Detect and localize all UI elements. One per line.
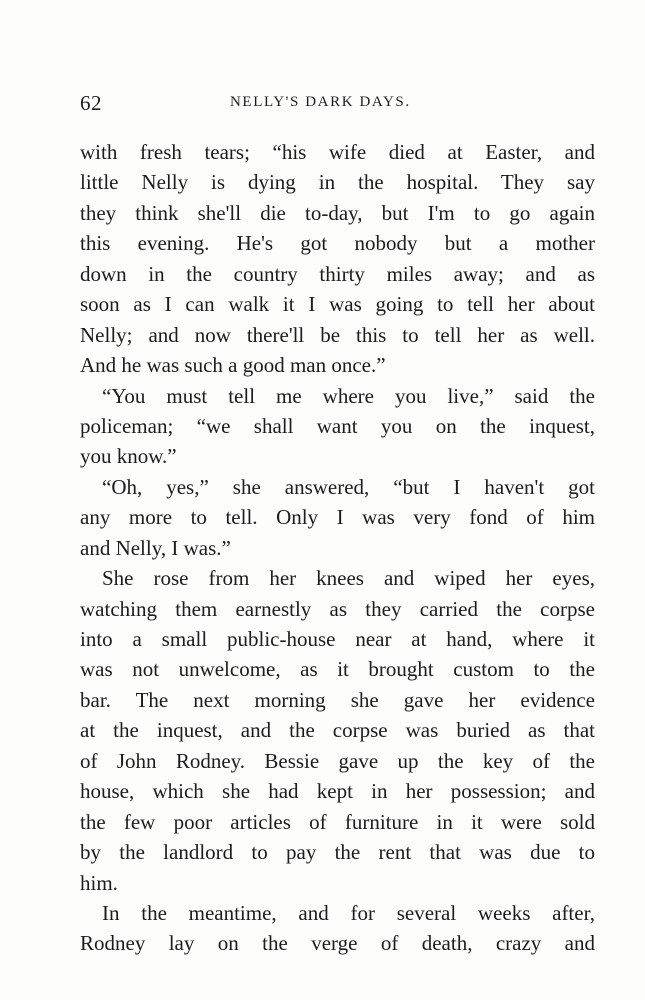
text-line: Rodney lay on the verge of death, crazy and [80, 931, 595, 956]
text-line: this evening. He's got nobody but a mother [80, 231, 595, 256]
text-line: Nelly; and now there'll be this to tell her as well. [80, 322, 595, 347]
text-line: at the inquest, and the corpse was buried as that [80, 718, 595, 743]
text-line: “Oh, yes,” she answered, “but I haven't got [102, 474, 595, 499]
text-line: down in the country thirty miles away; and as [80, 261, 595, 286]
text-line: bar. The next morning she gave her evidence [80, 687, 595, 712]
text-line: you know.” [80, 444, 177, 469]
body-text [80, 137, 595, 959]
text-line: She rose from her knees and wiped her eyes, [102, 566, 595, 591]
text-line: any more to tell. Only I was very fond of him [80, 505, 595, 530]
page-number: 62 [80, 91, 102, 115]
running-title: NELLY'S DARK DAYS. [230, 94, 411, 110]
text-line: and Nelly, I was.” [80, 535, 231, 560]
text-line: into a small public-house near at hand, where it [80, 627, 595, 651]
text-line: with fresh tears; “his wife died at Easter, and [80, 140, 595, 164]
running-head [80, 91, 595, 119]
text-line: soon as I can walk it I was going to tell her about [80, 292, 595, 317]
text-line: the few poor articles of furniture in it were sold [80, 809, 595, 834]
text-line: In the meantime, and for several weeks after, [102, 900, 595, 925]
text-line: was not unwelcome, as it brought custom to the [80, 657, 595, 682]
text-line: watching them earnestly as they carried the corpse [80, 596, 595, 621]
text-line: little Nelly is dying in the hospital. They say [80, 170, 595, 195]
text-line: by the landlord to pay the rent that was due to [80, 840, 595, 865]
text-line: him. [80, 870, 118, 895]
text-line: they think she'll die to-day, but I'm to go again [80, 200, 595, 225]
text-line: policeman; “we shall want you on the inquest, [80, 413, 595, 438]
text-line: And he was such a good man once.” [80, 353, 386, 378]
text-line: house, which she had kept in her possession; and [80, 779, 595, 804]
text-line: of John Rodney. Bessie gave up the key of the [80, 748, 595, 773]
text-line: “You must tell me where you live,” said the [102, 383, 595, 408]
